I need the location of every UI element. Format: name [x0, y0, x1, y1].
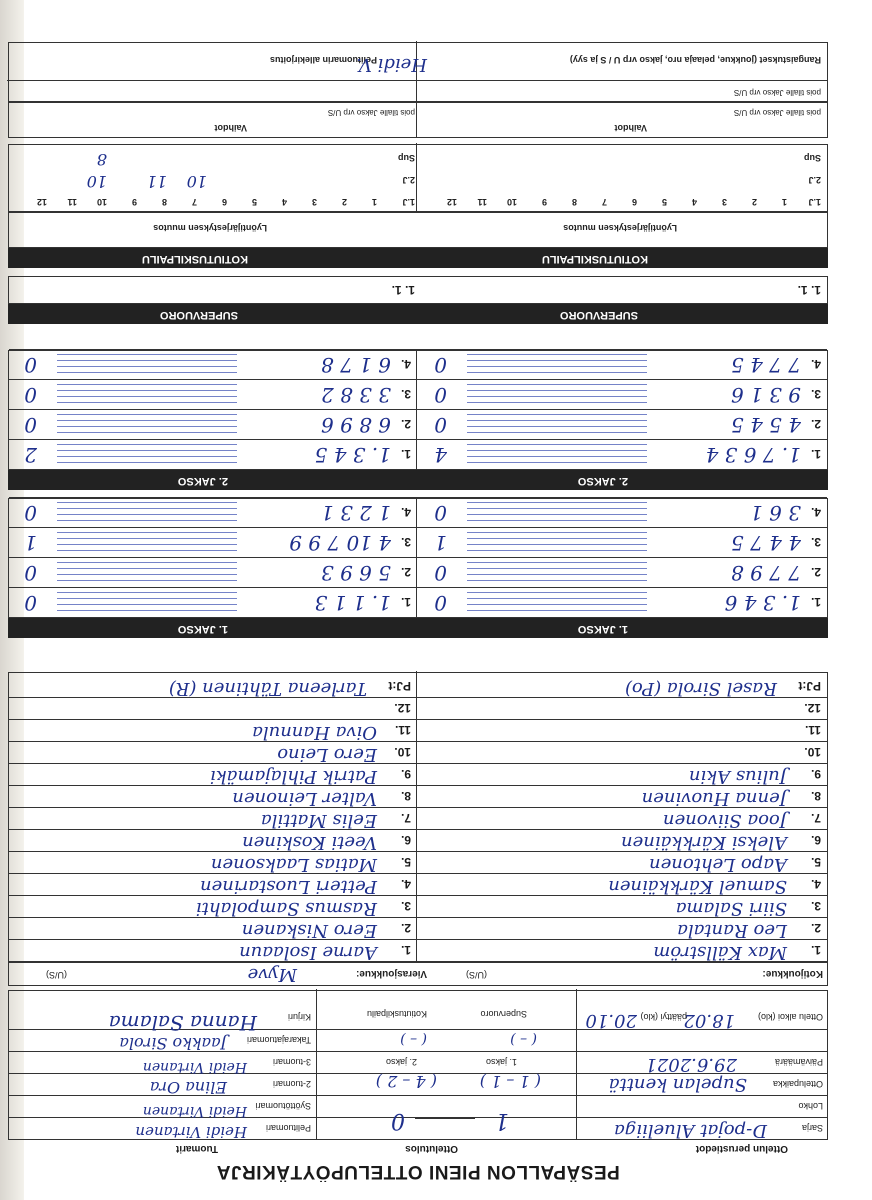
venue-label: Ottelupaikka — [772, 1079, 823, 1089]
period-bases: 6 8 9 6 — [321, 413, 391, 437]
block-label: Lohko — [798, 1101, 823, 1111]
period2-label: 2. jakso — [385, 1057, 417, 1067]
period-line — [57, 538, 237, 539]
period-2-label-left: 2. JAKSO — [577, 475, 628, 487]
player-row — [9, 719, 827, 741]
period-row-number: 1. — [810, 595, 821, 609]
end-value: 20.10 — [585, 1010, 637, 1031]
away-us: (U/S) — [46, 970, 67, 980]
period-line — [57, 610, 237, 611]
umpires-heading: Tuomarit — [175, 1143, 218, 1154]
period-line — [467, 462, 647, 463]
subs-cols-right: pois tilalle Jakso vrp U/S — [327, 108, 415, 117]
player-number-away: 10. — [394, 745, 411, 759]
homerun-number: 12 — [36, 197, 47, 207]
teams-row — [8, 962, 828, 986]
player-number-away: 1. — [400, 943, 411, 957]
homerun-number: 6 — [631, 197, 637, 207]
homerun-number: 8 — [161, 197, 167, 207]
homerun-number: 10 — [506, 197, 517, 207]
player-name-home: Leo Rantala — [677, 920, 787, 941]
period-line — [57, 456, 237, 457]
period-bases: 1. 7 6 3 4 — [705, 443, 801, 467]
footer-subs-left: pois tilalle Jakso vrp U/S — [733, 88, 821, 97]
hr-row1-right: 1.J — [402, 197, 415, 207]
period-line — [57, 550, 237, 551]
player-number-away: 5. — [400, 855, 411, 869]
homerun-number: 5 — [251, 197, 257, 207]
period-bases: 7 7 9 8 — [731, 561, 801, 585]
period-bases: 3 6 1 — [750, 501, 801, 525]
period-line — [467, 360, 647, 361]
result-period-2: ( 4 – 2 ) — [375, 1072, 437, 1091]
period-bases: 3 3 8 2 — [321, 383, 391, 407]
period-runs: 0 — [434, 353, 447, 377]
homerun-tries — [8, 144, 828, 212]
umpire-3: Heidi Virtanen — [142, 1059, 247, 1075]
superinning-label-left: SUPERVUORO — [559, 309, 638, 321]
venue-value: Supelan kenttä — [608, 1074, 747, 1095]
super-row-right: 1. 1. — [391, 283, 415, 297]
period-1-grid — [8, 498, 828, 618]
basic-info-heading: Ottelun perustiedot — [695, 1143, 788, 1154]
player-name-away: Rasmus Sampolahti — [195, 898, 377, 919]
period-row-number: 4. — [810, 505, 821, 519]
homerun-number: 4 — [281, 197, 287, 207]
scribe-label: Kirjuri — [287, 1012, 311, 1022]
hr-row1-left: 1.J — [808, 197, 821, 207]
period-line — [467, 508, 647, 509]
homerun-number: 11 — [477, 197, 487, 207]
period-row-number: 3. — [400, 535, 411, 549]
period-line — [57, 372, 237, 373]
homerun-number: 8 — [571, 197, 577, 207]
hr-val-3: 10 — [186, 172, 207, 191]
period-line — [57, 360, 237, 361]
homerun-number: 2 — [751, 197, 757, 207]
result-extra-2: ( – ) — [400, 1031, 427, 1047]
period-bases: 4 10 7 9 9 — [289, 531, 391, 555]
result-away: 0 — [391, 1108, 405, 1133]
homerun-number: 3 — [721, 197, 727, 207]
player-number-home: 6. — [810, 833, 821, 847]
period-runs: 0 — [434, 501, 447, 525]
umpire-plate-label: Pelituomari — [265, 1123, 311, 1133]
period-line — [467, 426, 647, 427]
period-bases: 1. 3 4 5 — [314, 443, 391, 467]
hr-row2-left: 2.J — [808, 175, 821, 185]
period-line — [57, 414, 237, 415]
period-line — [57, 544, 237, 545]
player-number-away: 3. — [400, 899, 411, 913]
homerun-number: 5 — [661, 197, 667, 207]
period1-label: 1. jakso — [485, 1057, 517, 1067]
player-row — [9, 741, 827, 763]
homerun-number: 6 — [221, 197, 227, 207]
homerun-row — [8, 212, 828, 248]
homerun-number: 4 — [691, 197, 697, 207]
player-number-away: 11. — [394, 723, 411, 737]
period-runs: 0 — [24, 383, 37, 407]
period-runs: 0 — [24, 561, 37, 585]
period-line — [57, 592, 237, 593]
date-value: 29.6.2021 — [645, 1054, 737, 1075]
superinning-label-right: SUPERVUORO — [159, 309, 238, 321]
player-name-away: Oiva Hannula — [252, 722, 377, 743]
period-runs: 0 — [24, 501, 37, 525]
player-number-home: 11. — [804, 723, 821, 737]
period-line — [467, 390, 647, 391]
player-name-away: Patrik Pihlajamäki — [210, 766, 377, 787]
homerun-band — [8, 248, 828, 268]
player-row — [9, 697, 827, 719]
period-line — [57, 568, 237, 569]
period-line — [467, 420, 647, 421]
hr-val-4: 8 — [96, 150, 107, 169]
super-label: Supervuoro — [480, 1009, 527, 1019]
player-number-away: 8. — [400, 789, 411, 803]
result-extra-1: ( – ) — [510, 1031, 537, 1047]
substitutions — [8, 102, 828, 138]
player-name-away: Petteri Luostarinen — [200, 876, 377, 897]
form-title: PESÄPALLON PIENI OTTELUPÖYTÄKIRJA — [216, 1161, 620, 1182]
player-name-home: Aapo Lehtonen — [649, 854, 787, 875]
player-number-away: 7. — [400, 811, 411, 825]
start-value: 18.02 — [683, 1010, 735, 1031]
footer — [8, 42, 828, 102]
period-line — [467, 414, 647, 415]
signature: Heidi V. — [356, 54, 427, 75]
date-label: Päivämäärä — [774, 1057, 823, 1067]
period-line — [467, 550, 647, 551]
away-team-label: Vierasjoukkue: — [356, 968, 427, 979]
period-line — [57, 574, 237, 575]
period-runs: 0 — [24, 353, 37, 377]
player-name-home: Jenna Huovinen — [641, 788, 787, 809]
homerun-number: 11 — [67, 197, 77, 207]
homerun-label-left: KOTIUTUSKILPAILU — [541, 253, 648, 265]
player-name-away: Eelis Mattila — [260, 810, 377, 831]
homerun-label: Kotiutuskilpailu — [366, 1009, 427, 1019]
player-number-home: 3. — [810, 899, 821, 913]
ranking-label: Rangaistukset (joukkue, pelaaja nro, jakso vrp U / S ja syy) — [569, 55, 821, 65]
period-divider — [416, 349, 417, 469]
pj-home: Rasel Sirola (Po) — [624, 678, 777, 699]
player-number-home: 2. — [810, 921, 821, 935]
scribe: Hanna Salama — [108, 1011, 257, 1035]
period-line — [57, 598, 237, 599]
period-1-label-right: 1. JAKSO — [177, 623, 228, 635]
period-line — [57, 366, 237, 367]
period-line — [467, 592, 647, 593]
player-number-home: 12. — [804, 701, 821, 715]
player-number-home: 7. — [810, 811, 821, 825]
umpire-2-label: 2-tuomari — [272, 1079, 311, 1089]
period-2-label-right: 2. JAKSO — [177, 475, 228, 487]
period-bases: 7 7 4 5 — [731, 353, 801, 377]
period-line — [57, 396, 237, 397]
home-us: (U/S) — [466, 970, 487, 980]
back-umpire-label: Takarajatuomari — [246, 1035, 311, 1045]
pj-label-home: PJ:t — [798, 679, 821, 693]
homerun-number: 2 — [341, 197, 347, 207]
homerun-number: 1 — [781, 197, 787, 207]
homerun-number: 12 — [446, 197, 457, 207]
period-line — [57, 426, 237, 427]
period-line — [467, 396, 647, 397]
homerun-label-right: KOTIUTUSKILPAILU — [141, 253, 248, 265]
period-runs: 0 — [24, 413, 37, 437]
period-runs: 2 — [24, 443, 37, 467]
players-grid — [8, 672, 828, 962]
period-runs: 0 — [434, 591, 447, 615]
player-number-away: 4. — [400, 877, 411, 891]
period-line — [467, 538, 647, 539]
player-name-away: Aarne Isolaaun — [239, 942, 377, 963]
series-label: Sarja — [801, 1123, 823, 1133]
homerun-number: 3 — [311, 197, 317, 207]
start-label: Ottelu alkoi (klo) — [757, 1012, 823, 1022]
period-line — [57, 508, 237, 509]
away-team: Myve — [247, 964, 297, 985]
result-home: 1 — [495, 1108, 509, 1133]
pj-label-away: PJ:t — [388, 679, 411, 693]
batting-order-left: Lyöntijärjestyksen muutos — [563, 223, 677, 233]
period-bases: 6 1 7 8 — [321, 353, 391, 377]
form-frame — [8, 10, 828, 1186]
period-row-number: 1. — [400, 447, 411, 461]
period-row-number: 4. — [400, 357, 411, 371]
period-bases: 1. 1 1 3 — [314, 591, 391, 615]
period-row-number: 2. — [810, 417, 821, 431]
player-name-away: Veeti Koskinen — [242, 832, 377, 853]
period-line — [57, 502, 237, 503]
player-number-away: 6. — [400, 833, 411, 847]
umpire-pitch-label: Syöttötuomari — [255, 1101, 311, 1111]
period-runs: 0 — [434, 413, 447, 437]
homerun-number: 9 — [131, 197, 137, 207]
period-row-number: 3. — [810, 535, 821, 549]
period-runs: 1 — [434, 531, 447, 555]
homerun-number: 10 — [96, 197, 107, 207]
homerun-number: 7 — [601, 197, 607, 207]
hr-val-2: 11 — [146, 172, 167, 191]
player-number-home: 10. — [804, 745, 821, 759]
superinning-row — [8, 276, 828, 304]
hr-val-1: 10 — [86, 172, 107, 191]
period-runs: 1 — [24, 531, 37, 555]
period-runs: 0 — [434, 561, 447, 585]
back-umpire: Jaakko Sirola — [119, 1034, 227, 1053]
hr-row3-right: Sup — [398, 153, 415, 163]
period-runs: 0 — [24, 591, 37, 615]
period-line — [467, 514, 647, 515]
pj-away: Tarleena Tähtinen (R) — [168, 678, 367, 699]
hr-row3-left: Sup — [804, 153, 821, 163]
period-line — [57, 604, 237, 605]
player-name-away: Eero Niskanen — [241, 920, 377, 941]
player-name-home: Julius Akin — [688, 766, 787, 787]
period-line — [467, 610, 647, 611]
period-line — [467, 574, 647, 575]
player-name-away: Valter Leinonen — [232, 788, 377, 809]
period-row-number: 4. — [810, 357, 821, 371]
player-name-home: Aleksi Kärkkäinen — [621, 832, 787, 853]
homerun-number: 7 — [191, 197, 197, 207]
superinning-band — [8, 304, 828, 324]
player-number-away: 9. — [400, 767, 411, 781]
period-line — [57, 562, 237, 563]
period-line — [467, 562, 647, 563]
period-row-number: 2. — [400, 417, 411, 431]
period-bases: 5 6 9 3 — [321, 561, 391, 585]
basic-info-box — [8, 990, 828, 1140]
period-divider — [416, 497, 417, 617]
period-bases: 1. 3 4 6 — [724, 591, 801, 615]
period-line — [57, 580, 237, 581]
period-1-band — [8, 618, 828, 638]
period-2-band — [8, 470, 828, 490]
period-line — [467, 520, 647, 521]
period-line — [57, 402, 237, 403]
period-line — [467, 354, 647, 355]
player-number-home: 1. — [810, 943, 821, 957]
umpire-pitch: Heidi Virtanen — [142, 1103, 247, 1119]
period-line — [467, 604, 647, 605]
player-number-home: 9. — [810, 767, 821, 781]
period-runs: 4 — [434, 443, 447, 467]
player-name-home: Siiri Salama — [675, 898, 787, 919]
period-row-number: 3. — [400, 387, 411, 401]
period-line — [467, 450, 647, 451]
player-number-home: 8. — [810, 789, 821, 803]
player-name-home: Jooa Siivonen — [662, 810, 787, 831]
period-line — [57, 354, 237, 355]
period-line — [467, 366, 647, 367]
end-label: päättyi (klo) — [640, 1012, 687, 1022]
period-row-number: 4. — [400, 505, 411, 519]
subs-cols-left: pois tilalle Jakso vrp U/S — [733, 108, 821, 117]
period-bases: 4 5 4 5 — [731, 413, 801, 437]
period-line — [467, 598, 647, 599]
period-line — [57, 450, 237, 451]
signature-label: Pelituomarin allekirjoitus — [269, 55, 377, 65]
player-number-home: 5. — [810, 855, 821, 869]
period-line — [57, 514, 237, 515]
period-row-number: 1. — [400, 595, 411, 609]
period-line — [467, 402, 647, 403]
period-line — [57, 384, 237, 385]
period-line — [467, 372, 647, 373]
period-bases: 4 4 7 5 — [731, 531, 801, 555]
period-line — [57, 420, 237, 421]
period-line — [57, 390, 237, 391]
homerun-number: 1 — [371, 197, 377, 207]
period-line — [467, 568, 647, 569]
player-name-away: Eero Leino — [277, 744, 377, 765]
umpire-plate: Heidi Virtanen — [135, 1123, 247, 1141]
result-period-1: ( 1 – 1 ) — [479, 1072, 541, 1091]
player-name-home: Samuel Kärkkäinen — [608, 876, 787, 897]
period-line — [57, 462, 237, 463]
player-number-away: 2. — [400, 921, 411, 935]
period-row-number: 2. — [810, 565, 821, 579]
period-line — [57, 532, 237, 533]
period-line — [467, 456, 647, 457]
period-line — [57, 432, 237, 433]
period-line — [467, 580, 647, 581]
period-bases: 9 3 1 6 — [731, 383, 801, 407]
super-row-left: 1. 1. — [797, 283, 821, 297]
period-bases: 1 2 3 1 — [321, 501, 391, 525]
period-row-number: 3. — [810, 387, 821, 401]
period-1-label-left: 1. JAKSO — [577, 623, 628, 635]
homerun-number: 9 — [541, 197, 547, 207]
home-team-label: Kotijoukkue: — [762, 968, 823, 979]
period-line — [467, 444, 647, 445]
period-line — [467, 532, 647, 533]
period-2-grid — [8, 350, 828, 470]
period-line — [467, 384, 647, 385]
period-line — [57, 520, 237, 521]
period-line — [467, 502, 647, 503]
period-row-number: 1. — [810, 447, 821, 461]
period-line — [467, 544, 647, 545]
player-name-home: Max Källström — [653, 942, 787, 963]
subs-label-right: Vaihdot — [214, 123, 247, 133]
player-number-away: 12. — [394, 701, 411, 715]
player-number-home: 4. — [810, 877, 821, 891]
period-line — [57, 444, 237, 445]
umpire-3-label: 3-tuomari — [272, 1057, 311, 1067]
period-runs: 0 — [434, 383, 447, 407]
result-heading: Ottelutulos — [405, 1143, 458, 1154]
period-row-number: 2. — [400, 565, 411, 579]
umpire-2: Elina Ora — [149, 1078, 227, 1097]
series-value: D-pojat Alueliiga — [614, 1120, 767, 1141]
hr-row2-right: 2.J — [402, 175, 415, 185]
batting-order-right: Lyöntijärjestyksen muutos — [153, 223, 267, 233]
period-line — [467, 432, 647, 433]
subs-label-left: Vaihdot — [614, 123, 647, 133]
player-name-away: Matias Laaksonen — [210, 854, 377, 875]
